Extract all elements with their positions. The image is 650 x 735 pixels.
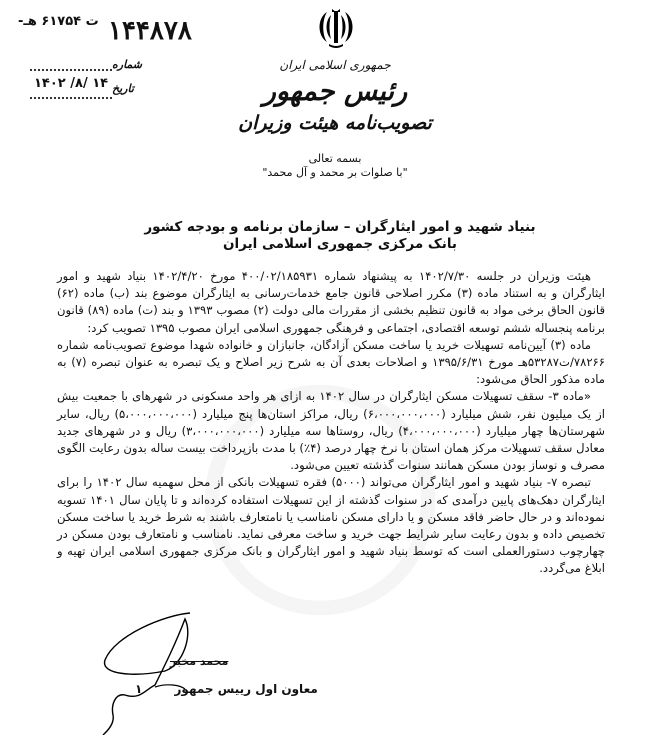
date-value: ۱۴۰۲ /۸/ ۱۴ bbox=[34, 76, 109, 91]
date-label: تاریخ bbox=[112, 82, 134, 95]
paragraph-article-3: «ماده ۳- سقف تسهیلات مسکن ایثارگران در سال ۱۴۰۲ به ازای هر واحد مسکونی در شهرهای با جمعیت بیش از یک میلیون نفر، شش میلیارد (۶،۰۰۰،۰۰۰،۰۰۰) ریال، مراکز استان‌ها پنج میلیارد (۵،۰۰۰،۰۰۰،۰۰۰) ریال، سایر شهرستان‌ها چهار میلیارد (۴،۰۰۰،۰۰۰،۰۰۰) ریال، روستاها سه میلیارد (۳،۰۰۰،۰۰۰،۰۰۰) ریال و در شهرهای جدید معادل سقف تسهیلات مرکز همان استان با نرخ چهار درصد (۴٪) با مدت بازپرداخت بیست ساله بدون رعایت الگوی مصرف و نوساز بودن مسکن همانند سنوات گذشته تعیین می‌شود. bbox=[57, 389, 605, 473]
office-title: رئیس جمهور bbox=[262, 76, 408, 107]
date-dotted-line bbox=[30, 97, 112, 99]
letter-number: ۱۴۴۸۷۸ bbox=[108, 16, 192, 46]
decree-body bbox=[57, 268, 605, 578]
country-name: جمهوری اسلامی ایران bbox=[279, 58, 391, 72]
recipients-line-2: بانک مرکزی جمهوری اسلامی ایران bbox=[223, 236, 457, 252]
paragraph-amendment: ماده (۳) آیین‌نامه تسهیلات خرید یا ساخت مسکن آزادگان، جانبازان و خانواده شهدا موضوع تصویب‌نامه شماره ۷۸۲۶۶/ت۵۳۲۸۷هـ مورخ ۱۳۹۵/۶/۳۱ و اصلاحات بعدی آن به شرح زیر اصلاح و یک تبصره به عنوان تبصره (۷) به ماده مذکور الحاق می‌شود: bbox=[57, 337, 605, 387]
salawat: "با صلوات بر محمد و آل محمد" bbox=[262, 166, 408, 179]
reference-number: ت ۶۱۷۵۴ هـ- bbox=[18, 14, 99, 29]
paragraph-note-7: تبصره ۷- بنیاد شهید و امور ایثارگران می‌تواند (۵۰۰۰) فقره تسهیلات بانکی از محل سهمیه سال ۱۴۰۲ را برای ایثارگران دهک‌های پایین درآمدی که در سنوات گذشته از این تسهیلات استفاده کرده‌اند و تا پایان سال ۱۴۰۱ تسویه نموده‌اند و در حال حاضر فاقد مسکن و یا دارای مسکن نامناسب یا نامتعارف باشند به شرط خرید یا ساخت مسکن تخصیص داده و بدون رعایت سایر شرایط جهت خرید و ساخت معرفی نماید. نامناسب و نامتعارف بودن مسکن در چهارچوب دستورالعملی است که توسط بنیاد شهید و امور ایثارگران و بانک مرکزی جمهوری اسلامی ایران تهیه و ابلاغ می‌گردد. bbox=[57, 475, 605, 576]
signature-mark: ۱ bbox=[135, 682, 143, 696]
paragraph-approval: هیئت وزیران در جلسه ۱۴۰۲/۷/۳۰ به پیشنهاد شماره ۴۰۰/۰۲/۱۸۵۹۳۱ مورخ ۱۴۰۲/۴/۲۰ بنیاد شهید و امور ایثارگران و به استناد ماده (۳) مکرر اصلاحی قانون جامع خدمات‌رسانی به ایثارگران موضوع بند (ب) ماده (۶۲) قانون الحاق برخی مواد به قانون تنظیم بخشی از مقررات مالی دولت (۲) مصوب ۱۳۹۳ و بند (ت) ماده (۸۹) قانون برنامه پنجساله ششم توسعه اقتصادی، اجتماعی و فرهنگی جمهوری اسلامی ایران مصوب ۱۳۹۵ تصویب کرد: bbox=[57, 269, 606, 335]
document-type: تصویب‌نامه هیئت وزیران bbox=[238, 112, 432, 134]
iran-emblem-icon bbox=[313, 6, 359, 50]
number-dotted-line bbox=[30, 69, 112, 71]
signatory-name: محمد مخبر bbox=[170, 655, 229, 668]
basmala: بسمه تعالی bbox=[308, 152, 362, 165]
handwritten-signature bbox=[85, 605, 195, 735]
signatory-title-text: معاون اول رییس جمهور bbox=[174, 682, 318, 696]
signatory-title bbox=[135, 682, 318, 696]
recipients-line-1: بنیاد شهید و امور ایثارگران – سازمان برنامه و بودجه کشور bbox=[144, 219, 536, 235]
number-label: شماره bbox=[112, 58, 143, 71]
